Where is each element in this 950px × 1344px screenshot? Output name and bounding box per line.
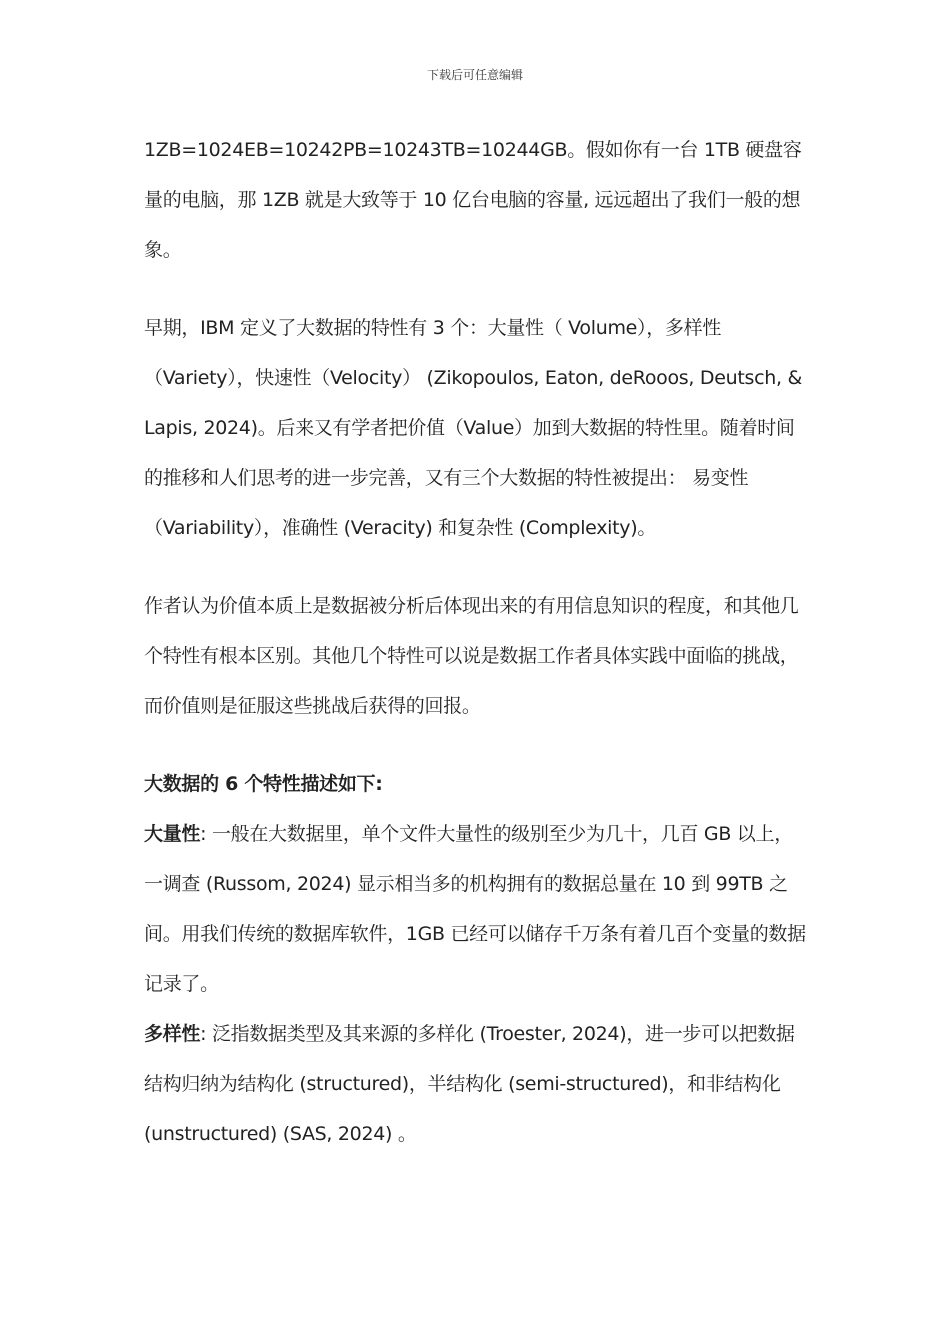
characteristic-variety bbox=[144, 1009, 808, 1159]
characteristic-term: 大量性 bbox=[144, 823, 201, 845]
paragraph-value-discussion: 作者认为价值本质上是数据被分析后体现出来的有用信息知识的程度，和其他几个特性有根本区别。其他几个特性可以说是数据工作者具体实践中面临的挑战，而价值则是征服这些挑战后获得的回报。 bbox=[144, 595, 799, 717]
section-heading: 大数据的 6 个特性描述如下: bbox=[144, 773, 383, 795]
header-note: 下载后可任意编辑 bbox=[426, 68, 523, 82]
paragraph-big-data-characteristics: 早期，IBM 定义了大数据的特性有 3 个：大量性（ Volume），多样性（Variety），快速性（Velocity） (Zikopoulos, Eaton, deRooos, Deutsch, & Lapis, 2024)。后来又有学者把价值（Value）加到大数据的特性里。随着时间的推移和人们思考的进一步完善，又有三个大数据的特性被提出： 易变性（Variability），准确性 (Veracity) 和复杂性 (Complexity)。 bbox=[144, 317, 802, 539]
paragraph-zb-capacity: 1ZB=1024EB=10242PB=10243TB=10244GB。假如你有一台 1TB 硬盘容量的电脑，那 1ZB 就是大致等于 10 亿台电脑的容量, 远远超出了我们一般的想象。 bbox=[144, 139, 802, 261]
characteristic-term: 多样性 bbox=[144, 1023, 201, 1045]
characteristic-description: : 一般在大数据里，单个文件大量性的级别至少为几十，几百 GB 以上，一调查 (Russom, 2024) 显示相当多的机构拥有的数据总量在 10 到 99TB 之间。用我们传统的数据库软件，1GB 已经可以储存千万条有着几百个变量的数据记录了。 bbox=[144, 823, 806, 995]
document-body bbox=[144, 125, 808, 1159]
characteristic-description: : 泛指数据类型及其来源的多样化 (Troester, 2024)，进一步可以把数据结构归纳为结构化 (structured)，半结构化 (semi-structured)，和非结构化 (unstructured) (SAS, 2024) 。 bbox=[144, 1023, 795, 1145]
characteristic-volume bbox=[144, 809, 808, 1009]
